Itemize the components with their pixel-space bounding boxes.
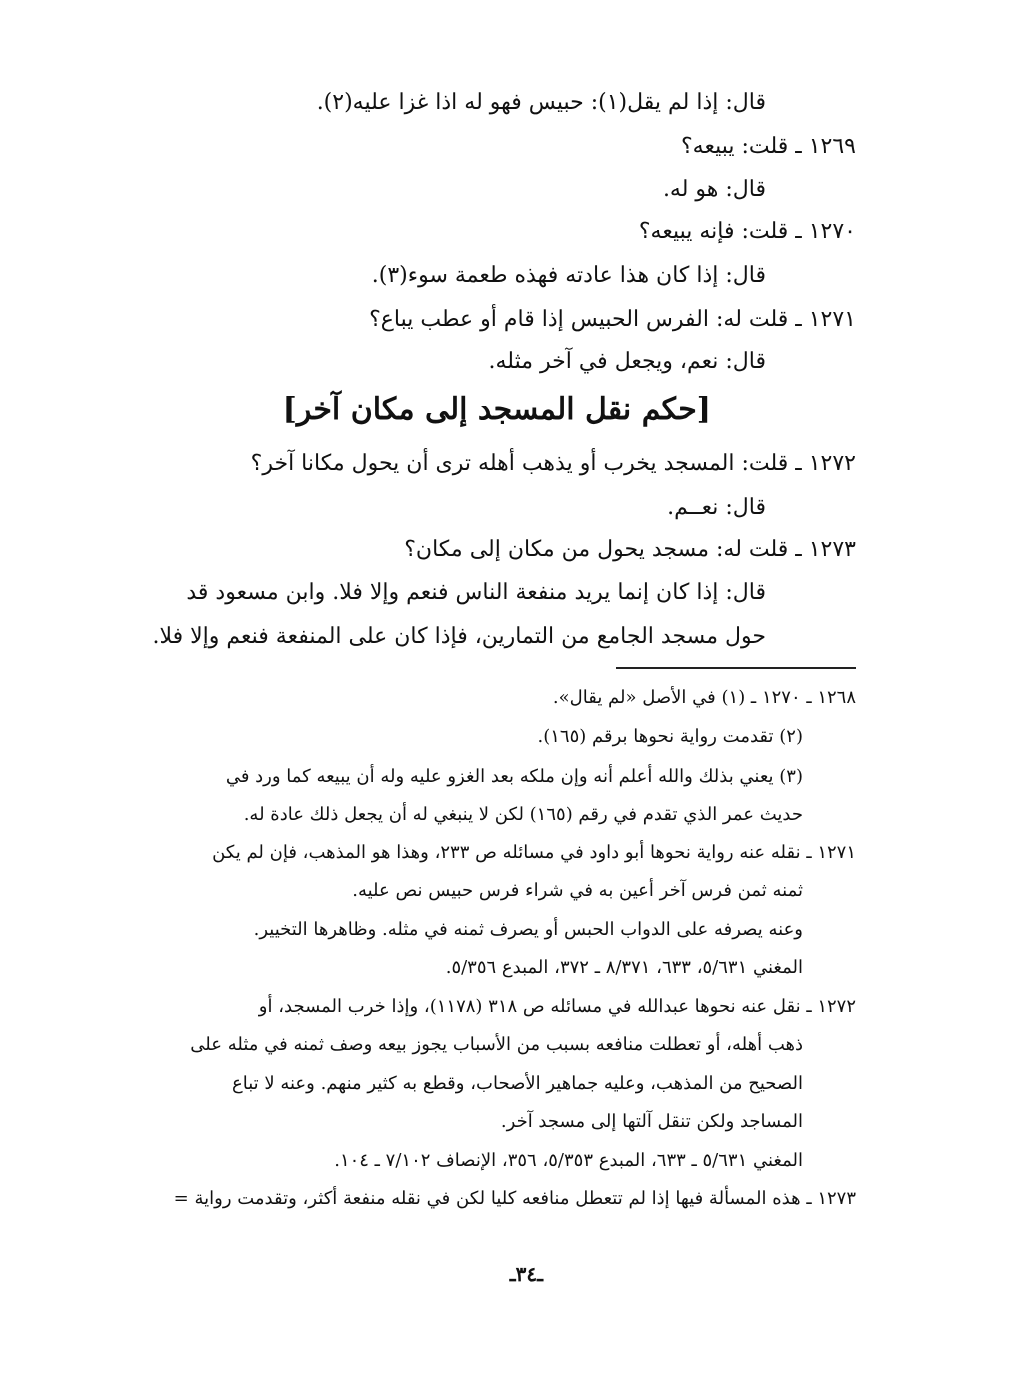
- footnote-line-1: ١٢٦٨ ـ ١٢٧٠ ـ (١) في الأصل «لم يقال».: [552, 687, 856, 708]
- main-line-7: قال: نعم، ويجعل في آخر مثله.: [488, 349, 766, 374]
- footnote-line-10: ذهب أهله، أو تعطلت منافعه بسبب من الأسباب يجوز بيعه وصف ثمنه في مثله على: [190, 1034, 803, 1055]
- page-number: ـ٣٤ـ: [509, 1262, 543, 1286]
- main-line-9: قال: نعــم.: [667, 495, 766, 520]
- footnote-line-12: المساجد ولكن تنقل آلتها إلى مسجد آخر.: [500, 1111, 803, 1132]
- footnote-line-13: المغني ٥/٦٣١ ـ ٦٣٣، المبدع ٥/٣٥٣، ٣٥٦، الإنصاف ٧/١٠٢ ـ ١٠٤.: [334, 1150, 803, 1171]
- footnote-line-3: (٣) يعني بذلك والله أعلم أنه وإن ملكه بعد الغزو عليه وله أن يبيعه كما ورد في: [225, 766, 803, 787]
- main-line-11: قال: إذا كان إنما يريد منفعة الناس فنعم وإلا فلا. وابن مسعود قد: [186, 580, 766, 605]
- footnote-line-14: ١٢٧٣ ـ هذه المسألة فيها إذا لم تتعطل منافعه كليا لكن في نقله منفعة أكثر، وتقدمت رواية =: [173, 1188, 856, 1209]
- main-line-8: ١٢٧٢ ـ قلت: المسجد يخرب أو يذهب أهله ترى أن يحول مكانا آخر؟: [250, 451, 856, 476]
- main-line-2: ١٢٦٩ ـ قلت: يبيعه؟: [681, 134, 856, 159]
- main-line-4: ١٢٧٠ ـ قلت: فإنه يبيعه؟: [638, 219, 856, 244]
- main-line-5: قال: إذا كان هذا عادته فهذه طعمة سوء(٣).: [371, 263, 766, 288]
- footnote-line-4: حديث عمر الذي تقدم في رقم (١٦٥) لكن لا ينبغي له أن يجعل ذلك عادة له.: [243, 804, 803, 825]
- main-line-3: قال: هو له.: [662, 177, 766, 202]
- footnote-line-5: ١٢٧١ ـ نقله عنه رواية نحوها أبو داود في مسائله ص ٢٣٣، وهذا هو المذهب، فإن لم يكن: [212, 842, 856, 863]
- section-heading: [حكم نقل المسجد إلى مكان آخر]: [282, 392, 711, 427]
- main-line-12: حول مسجد الجامع من التمارين، فإذا كان على المنفعة فنعم وإلا فلا.: [152, 624, 766, 649]
- footnote-divider: [616, 667, 856, 669]
- main-line-1: قال: إذا لم يقل(١): حبيس فهو له اذا غزا عليه(٢).: [316, 90, 766, 115]
- footnote-line-8: المغني ٥/٦٣١، ٦٣٣، ٨/٣٧١ ـ ٣٧٢، المبدع ٥/٣٥٦.: [445, 957, 803, 978]
- footnote-line-2: (٢) تقدمت رواية نحوها برقم (١٦٥).: [537, 726, 803, 747]
- footnote-line-11: الصحيح من المذهب، وعليه جماهير الأصحاب، وقطع به كثير منهم. وعنه لا تباع: [231, 1073, 803, 1094]
- main-line-6: ١٢٧١ ـ قلت له: الفرس الحبيس إذا قام أو عطب يباع؟: [369, 307, 856, 332]
- footnote-line-9: ١٢٧٢ ـ نقل عنه نحوها عبدالله في مسائله ص ٣١٨ (١١٧٨)، وإذا خرب المسجد، أو: [258, 996, 856, 1017]
- main-line-10: ١٢٧٣ ـ قلت له: مسجد يحول من مكان إلى مكان؟: [404, 537, 856, 562]
- footnote-line-7: وعنه يصرفه على الدواب الحبس أو يصرف ثمنه في مثله. وظاهرها التخيير.: [253, 919, 803, 940]
- footnote-line-6: ثمنه ثمن فرس آخر أعين به في شراء فرس حبيس نص عليه.: [352, 880, 803, 901]
